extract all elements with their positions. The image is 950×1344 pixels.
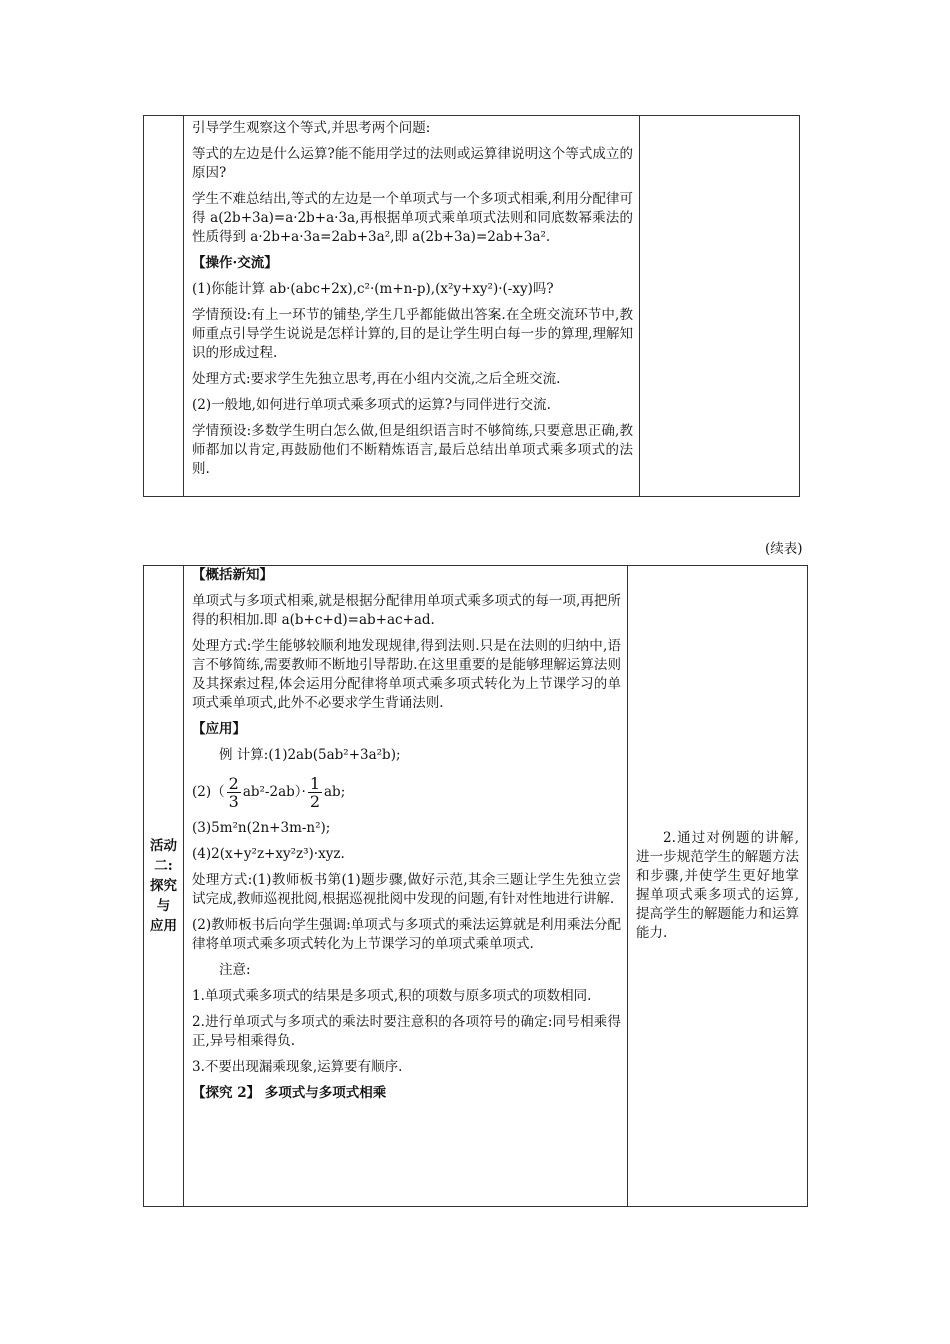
fraction [227, 775, 241, 810]
example-line-2 [192, 772, 621, 812]
section-heading: 【概括新知】 [192, 567, 273, 583]
paragraph: 处理方式:(1)教师板书第(1)题步骤,做好示范,其余三题让学生先独立尝试完成,教师巡视批阅,根据巡视批阅中发现的问题,有针对性地进行讲解. [192, 872, 621, 907]
fraction [308, 775, 322, 810]
lesson-table-bottom [143, 565, 808, 1207]
example-text: ab²-2ab）· [242, 784, 306, 800]
paragraph: (1)你能计算 ab·(abc+2x),c²·(m+n-p),(x²y+xy²)·(-xy)吗? [192, 281, 554, 297]
section-heading: 【操作·交流】 [192, 255, 278, 271]
example-line: (4)2(x+y²z+xy²z³)·xyz. [192, 846, 345, 862]
paragraph: 等式的左边是什么运算?能不能用学过的法则或运算律说明这个等式成立的原因? [192, 146, 633, 181]
fraction-denominator: 2 [309, 792, 320, 811]
design-intent-cell [640, 116, 800, 497]
activity-label-line: 应用 [150, 918, 177, 934]
paragraph: (2)一般地,如何进行单项式乘多项式的运算?与同伴进行交流. [192, 397, 551, 413]
paragraph: 学情预设:有上一环节的铺垫,学生几乎都能做出答案.在全班交流环节中,教师重点引导学生说说是怎样计算的,目的是让学生明白每一步的算理,理解知识的形成过程. [192, 307, 633, 361]
section-heading: 【探究 2】 多项式与多项式相乘 [192, 1085, 387, 1101]
note-item: 2.进行单项式与多项式的乘法时要注意积的各项符号的确定:同号相乘得正,异号相乘得负. [192, 1014, 621, 1049]
activity-label-line: 二: [154, 858, 173, 874]
note-item: 3.不要出现漏乘现象,运算要有顺序. [192, 1059, 403, 1075]
paragraph: 处理方式:要求学生先独立思考,再在小组内交流,之后全班交流. [192, 371, 561, 387]
design-intent-cell [628, 566, 808, 1207]
fraction-numerator: 1 [309, 774, 320, 793]
lesson-table-top [143, 115, 800, 497]
paragraph: 引导学生观察这个等式,并思考两个问题: [192, 120, 431, 136]
activity-label-line: 与 [156, 898, 171, 914]
note-heading: 注意: [219, 962, 251, 978]
activity-label-cell [144, 116, 184, 497]
paragraph: 处理方式:学生能够较顺利地发现规律,得到法则.只是在法则的归纳中,语言不够简练,需要教师不断地引导帮助.在这里重要的是能够理解运算法则及其探索过程,体会运用分配律将单项式乘多项式转化为上节课学习的单项式乘单项式,此外不必要求学生背诵法则. [192, 638, 621, 711]
paragraph: 学情预设:多数学生明白怎么做,但是组织语言时不够简练,只要意思正确,教师都加以肯定,再鼓励他们不断精炼语言,最后总结出单项式乘多项式的法则. [192, 423, 633, 477]
fraction-denominator: 3 [228, 792, 239, 811]
paragraph: (2)教师板书后向学生强调:单项式与多项式的乘法运算就是利用乘法分配律将单项式乘多项式转化为上节课学习的单项式乘单项式. [192, 917, 621, 952]
fraction-numerator: 2 [228, 774, 239, 793]
process-cell [184, 566, 628, 1207]
example-text: ab; [324, 784, 346, 800]
paragraph: 学生不难总结出,等式的左边是一个单项式与一个多项式相乘,利用分配律可得 a(2b+3a)=a·2b+a·3a,再根据单项式乘单项式法则和同底数幂乘法的性质得到 a·2b+a·3a=2ab+3a²,即 a(2b+3a)=2ab+3a². [192, 191, 633, 245]
example-text: (2)（ [192, 784, 225, 800]
example-line: 例 计算:(1)2ab(5ab²+3a²b); [219, 747, 401, 763]
activity-label-line: 活动 [150, 838, 177, 854]
note-item: 1.单项式乘多项式的结果是多项式,积的项数与原多项式的项数相同. [192, 988, 592, 1004]
continued-label: (续表) [765, 541, 803, 557]
activity-label-line: 探究 [150, 878, 177, 894]
rule-paragraph: 单项式与多项式相乘,就是根据分配律用单项式乘多项式的每一项,再把所得的积相加.即 a(b+c+d)=ab+ac+ad. [192, 593, 621, 628]
activity-label-cell [144, 566, 184, 1207]
section-heading: 【应用】 [192, 721, 246, 737]
design-intent-text: 2.通过对例题的讲解,进一步规范学生的解题方法和步骤,并使学生更好地掌握单项式乘多项式的运算,提高学生的解题能力和运算能力. [636, 830, 799, 941]
example-line: (3)5m²n(2n+3m-n²); [192, 820, 331, 836]
process-cell [184, 116, 640, 497]
